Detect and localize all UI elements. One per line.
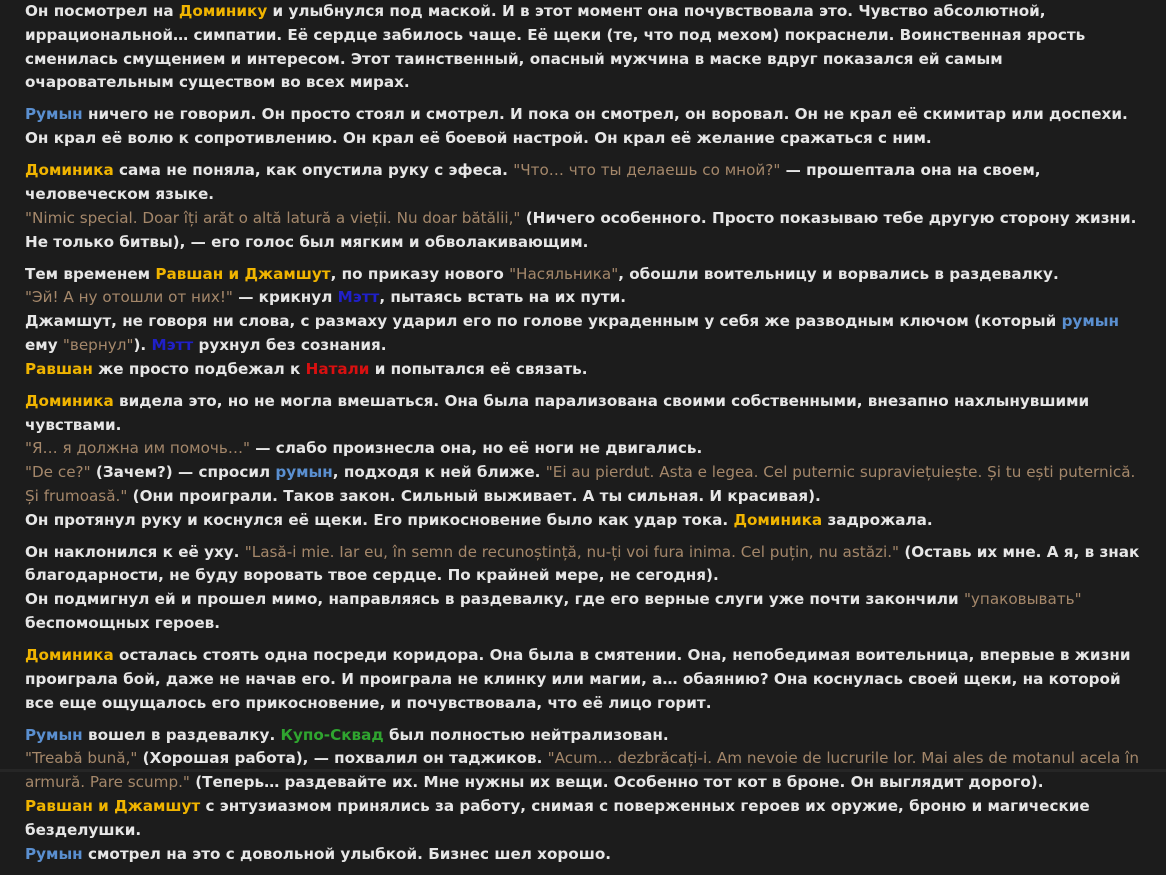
narration-text: рухнул без сознания.	[193, 335, 387, 354]
paragraph	[25, 390, 1143, 533]
dialogue-quote: "Насяльника"	[509, 264, 619, 283]
text-line	[25, 795, 1143, 843]
narration-text: (Ничего особенного. Просто показываю тебе другую сторону жизни. Не только битвы), — его голос был мягким и обволакивающим.	[25, 208, 1137, 251]
narration-text: ему	[25, 335, 63, 354]
narration-text: беспомощных героев.	[25, 614, 221, 633]
narration-text: — прошептала она на своем, человеческом языке.	[25, 161, 1041, 203]
narration-text: Джамшут, не говоря ни слова, с размаху ударил его по голове украденным у себя же разводным ключом (который	[25, 312, 1062, 331]
character-name: румын	[275, 463, 333, 482]
narration-text: смотрел на это с довольной улыбкой. Бизнес шел хорошо.	[82, 844, 612, 863]
narration-text: Тем временем	[25, 264, 156, 283]
text-line	[25, 0, 1143, 95]
paragraph	[25, 103, 1143, 151]
text-line	[25, 103, 1143, 151]
narration-text: (Зачем?) — спросил	[90, 463, 276, 482]
text-line	[25, 263, 1143, 287]
dialogue-quote: "Nimic special. Doar îți arăt o altă latură a vieții. Nu doar bătălii,"	[25, 208, 521, 227]
narration-text: (Хорошая работа), — похвалил он таджиков.	[137, 749, 548, 768]
narration-text: ).	[133, 335, 152, 354]
dialogue-quote: "вернул"	[62, 335, 134, 354]
narration-text: (Оставь их мне. А я, в знак благодарности, не буду воровать твое сердце. По крайней мере, не сегодня).	[25, 542, 1140, 585]
dialogue-quote: "Lasă-i mie. Iar eu, în semn de recunoștință, nu-ți voi fura inima. Cel puțin, nu astăzi."	[244, 542, 900, 561]
narration-text: Он посмотрел на	[25, 2, 179, 20]
paragraph	[25, 644, 1143, 715]
character-name: Равшан и Джамшут	[155, 264, 331, 283]
dialogue-quote: "Ei au pierdut. Asta e legea. Cel puternic supraviețuiește. Și tu ești puternică. Și frumoasă."	[25, 463, 1136, 505]
text-line	[25, 541, 1143, 589]
text-line	[25, 588, 1143, 636]
narration-text: Он наклонился к её уху.	[25, 542, 245, 561]
character-name: Румын	[25, 844, 83, 863]
character-name: Натали	[305, 359, 370, 378]
narration-text: , пытаясь встать на их пути.	[379, 288, 627, 307]
text-line	[25, 159, 1143, 207]
dialogue-quote: "Эй! А ну отошли от них!"	[25, 288, 233, 307]
character-name: Доминику	[178, 2, 268, 20]
narration-text: — крикнул	[232, 288, 338, 307]
narration-text: видела это, но не могла вмешаться. Она была парализована своими собственными, внезапно нахлынувшими чувствами.	[25, 391, 1090, 434]
paragraph	[25, 159, 1143, 254]
text-line	[25, 286, 1143, 310]
text-line	[25, 644, 1143, 715]
narration-text: и улыбнулся под маской. И в этот момент она почувствовала это. Чувство абсолютной, иррациональной… симпатии. Её сердце забилось чаще. Её щеки (те, что под мехом) покраснели. Воинственная ярость сменилась смущением и интересом. Этот таинственный, опасный мужчина в маске вдруг показался ей самым очаровательным существом во всех мирах.	[25, 2, 1086, 92]
narration-text: , обошли воительницу и ворвались в раздевалку.	[618, 264, 1059, 283]
narration-text: сама не поняла, как опустила руку с эфеса.	[113, 161, 514, 180]
paragraph	[25, 541, 1143, 636]
character-name: Мэтт	[337, 288, 380, 307]
character-name: Доминика	[25, 646, 114, 665]
narration-text: задрожала.	[822, 510, 933, 529]
narration-text: , по приказу нового	[330, 264, 510, 283]
narration-text: и попытался её связать.	[369, 359, 588, 378]
narration-text: с энтузиазмом принялись за работу, снимая с поверженных героев их оружие, броню и магические безделушки.	[25, 797, 1090, 839]
dialogue-quote: "Я… я должна им помочь…"	[25, 439, 250, 458]
narration-text: Он протянул руку и коснулся её щеки. Его прикосновение было как удар тока.	[25, 510, 734, 529]
character-name: Румын	[25, 105, 83, 124]
narration-text: вошел в раздевалку.	[82, 725, 281, 744]
character-name: Румын	[25, 725, 83, 744]
narration-text: Он подмигнул ей и прошел мимо, направляясь в раздевалку, где его верные слуги уже почти закончили	[25, 590, 964, 609]
narration-text: (Они проиграли. Таков закон. Сильный выживает. А ты сильная. И красивая).	[127, 486, 821, 505]
narration-text: осталась стоять одна посреди коридора. Она была в смятении. Она, непобедимая воительница, впервые в жизни проиграла бой, даже не начав его. И проиграла не клинку или магии, а… обаянию? Она коснулась своей щеки, на которой все еще ощущалось его прикосновение, и почувствовала, что её лицо горит.	[25, 646, 1131, 712]
text-line	[25, 358, 1143, 382]
text-line	[25, 310, 1143, 358]
text-line	[25, 843, 1143, 867]
text-line	[25, 509, 1143, 533]
narration-text: (Теперь… раздевайте их. Мне нужны их вещи. Особенно тот кот в броне. Он выглядит дорого).	[189, 773, 1044, 792]
paragraph	[25, 263, 1143, 382]
dialogue-quote: "Что… что ты делаешь со мной?"	[513, 161, 781, 180]
paragraph	[25, 724, 1143, 867]
narration-text: же просто подбежал к	[92, 359, 306, 378]
text-line	[25, 437, 1143, 461]
text-line	[25, 461, 1143, 509]
dialogue-quote: "Treabă bună,"	[25, 749, 138, 768]
paragraph	[25, 0, 1143, 95]
dialogue-quote: "упаковывать"	[963, 590, 1082, 609]
character-name: Равшан	[25, 359, 93, 378]
character-name: Купо-Сквад	[280, 725, 384, 744]
text-line	[25, 390, 1143, 438]
character-name: Мэтт	[151, 335, 194, 354]
text-line	[25, 724, 1143, 748]
character-name: Доминика	[25, 161, 114, 180]
character-name: Доминика	[733, 510, 823, 529]
character-name: Доминика	[25, 391, 114, 410]
character-name: румын	[1061, 312, 1119, 331]
character-name: Равшан и Джамшут	[25, 797, 201, 816]
narration-text: ничего не говорил. Он просто стоял и смотрел. И пока он смотрел, он воровал. Он не крал её скимитар или доспехи. Он крал её волю к сопротивлению. Он крал её боевой настрой. Он крал её желание сражаться с ним.	[25, 105, 1128, 148]
narration-text: был полностью нейтрализован.	[383, 725, 669, 744]
dialogue-quote: "Acum… dezbrăcați-i. Am nevoie de lucrurile lor. Mai ales de motanul acela în armură. Pare scump."	[25, 749, 1139, 792]
story-text	[25, 0, 1143, 875]
dialogue-quote: "De ce?"	[25, 463, 91, 482]
text-line	[25, 207, 1143, 255]
narration-text: — слабо произнесла она, но её ноги не двигались.	[250, 439, 703, 458]
narration-text: , подходя к ней ближе.	[332, 463, 546, 482]
